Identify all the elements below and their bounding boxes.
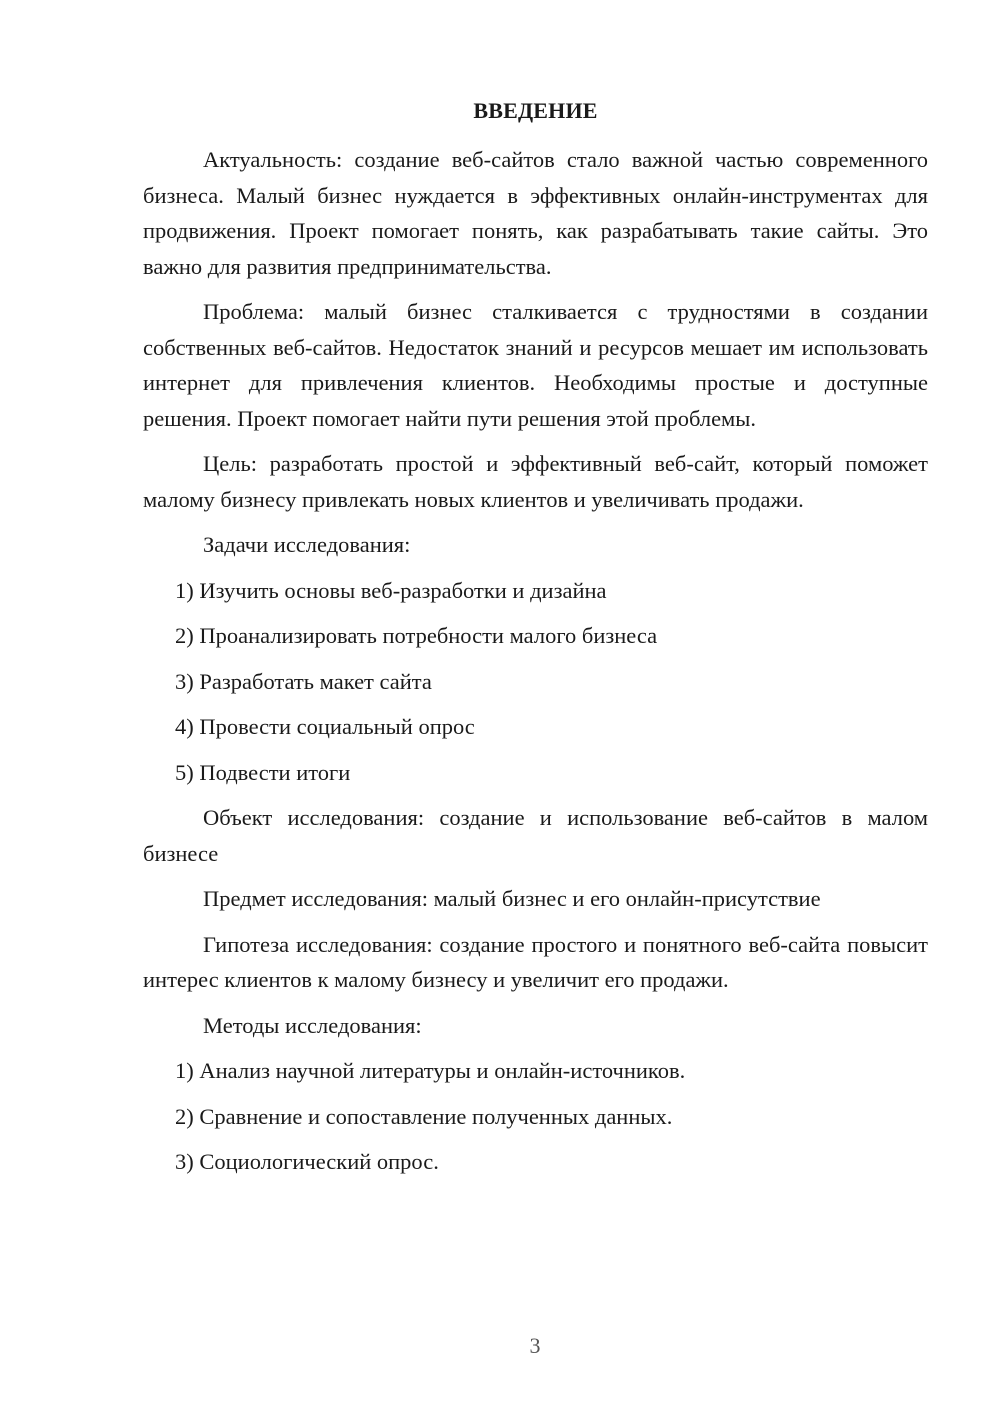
problem-paragraph: Проблема: малый бизнес сталкивается с трудностями в создании собственных веб-сайтов. Недостаток знаний и ресурсов мешает им использовать интернет для привлечения клиентов. Необходимы простые и доступные решения. Проект помогает найти пути решения этой проблемы.: [143, 299, 928, 431]
hypothesis-paragraph: Гипотеза исследования: создание простого и понятного веб-сайта повысит интерес клиентов к малому бизнесу и увеличит его продажи.: [143, 931, 928, 992]
list-item: 1) Анализ научной литературы и онлайн-источников.: [175, 1058, 686, 1083]
object-paragraph: Объект исследования: создание и использование веб-сайтов в малом бизнесе: [143, 805, 928, 866]
subject-paragraph: Предмет исследования: малый бизнес и его онлайн-присутствие: [203, 886, 821, 911]
tasks-heading: Задачи исследования:: [203, 532, 411, 557]
list-item: 3) Разработать макет сайта: [175, 668, 432, 694]
page-number: 3: [529, 1333, 541, 1358]
list-item: 1) Изучить основы веб-разработки и дизайна: [175, 577, 607, 603]
goal-paragraph: Цель: разработать простой и эффективный веб-сайт, который поможет малому бизнесу привлекать новых клиентов и увеличивать продажи.: [143, 451, 928, 512]
relevance-paragraph: Актуальность: создание веб-сайтов стало важной частью современного бизнеса. Малый бизнес нуждается в эффективных онлайн-инструментах для продвижения. Проект помогает понять, как разрабатывать такие сайты. Это важно для развития предпринимательства.: [143, 147, 928, 279]
list-item: 4) Провести социальный опрос: [175, 714, 475, 739]
tasks-list: [143, 573, 928, 791]
methods-list: [143, 1053, 928, 1180]
list-item: 2) Проанализировать потребности малого бизнеса: [175, 623, 658, 648]
list-item: 2) Сравнение и сопоставление полученных данных.: [175, 1103, 673, 1129]
page-title: ВВЕДЕНИЕ: [473, 98, 598, 123]
methods-heading: Методы исследования:: [203, 1012, 422, 1038]
list-item: 3) Социологический опрос.: [175, 1149, 439, 1174]
document-body: [143, 142, 928, 1190]
list-item: 5) Подвести итоги: [175, 759, 351, 785]
